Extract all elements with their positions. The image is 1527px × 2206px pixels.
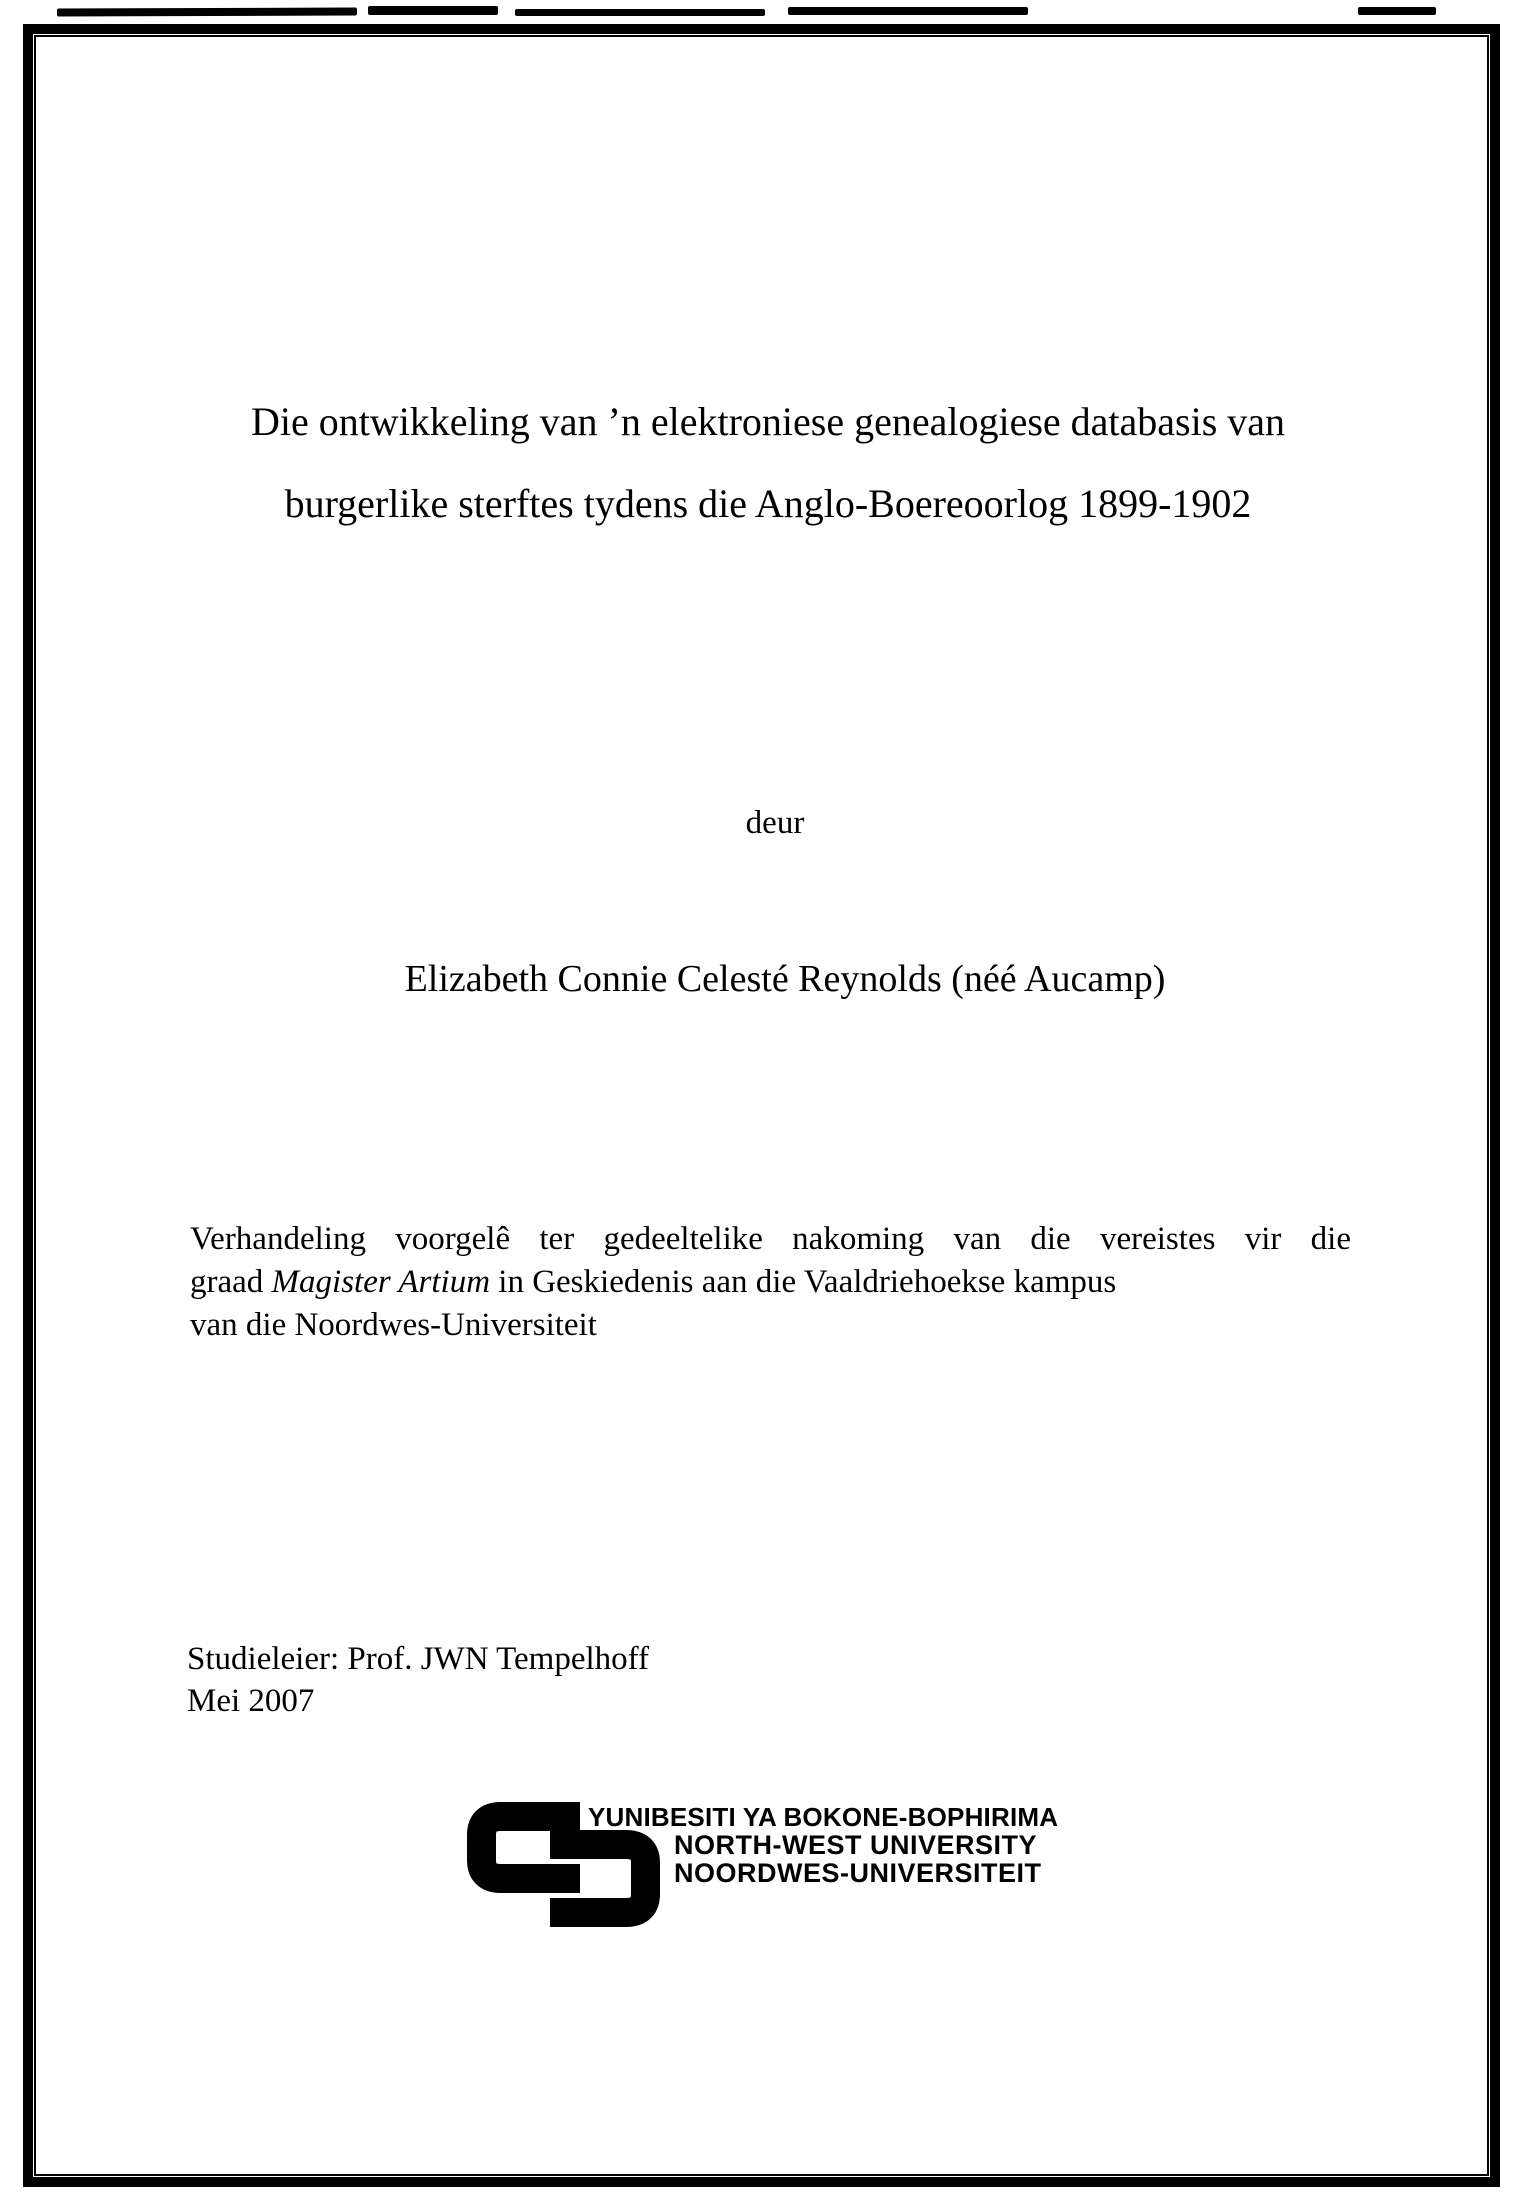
logo-line-setswana: YUNIBESITI YA BOKONE-BOPHIRIMA xyxy=(588,1802,1059,1832)
author-name: Elizabeth Connie Celesté Reynolds (néé Aucamp) xyxy=(404,958,1166,1000)
scan-artifact xyxy=(57,7,357,16)
thesis-title-line1: Die ontwikkeling van ’n elektroniese genealogiese databasis van xyxy=(250,399,1286,444)
degree-declaration-line3: van die Noordwes-Universiteit xyxy=(190,1307,597,1343)
degree-declaration xyxy=(190,1218,1351,1347)
date-line: Mei 2007 xyxy=(187,1683,315,1719)
scan-artifact xyxy=(1358,7,1436,15)
scan-artifact xyxy=(368,6,498,15)
scan-artifact xyxy=(788,7,1028,15)
degree-declaration-line2-prefix: graad xyxy=(190,1264,272,1300)
thesis-title-line2: burgerlike sterftes tydens die Anglo-Boereoorlog 1899-1902 xyxy=(284,481,1252,526)
scan-artifact xyxy=(515,9,765,16)
thesis-title xyxy=(85,381,1451,545)
logo-line-afrikaans: NOORDWES-UNIVERSITEIT xyxy=(674,1858,1042,1888)
nwu-logo-wordmark xyxy=(588,1803,1058,1887)
logo-line-english: NORTH-WEST UNIVERSITY xyxy=(674,1830,1038,1860)
degree-declaration-line2 xyxy=(190,1261,1351,1304)
supervisor-block xyxy=(187,1638,649,1722)
degree-name: Magister Artium xyxy=(271,1264,491,1300)
degree-declaration-line1: Verhandeling voorgelê ter gedeeltelike nakoming van die vereistes vir die xyxy=(190,1221,1351,1257)
degree-declaration-line2-suffix: in Geskiedenis aan die Vaaldriehoekse kampus xyxy=(490,1264,1117,1300)
supervisor-line: Studieleier: Prof. JWN Tempelhoff xyxy=(187,1641,650,1677)
byline-deur: deur xyxy=(745,805,805,841)
